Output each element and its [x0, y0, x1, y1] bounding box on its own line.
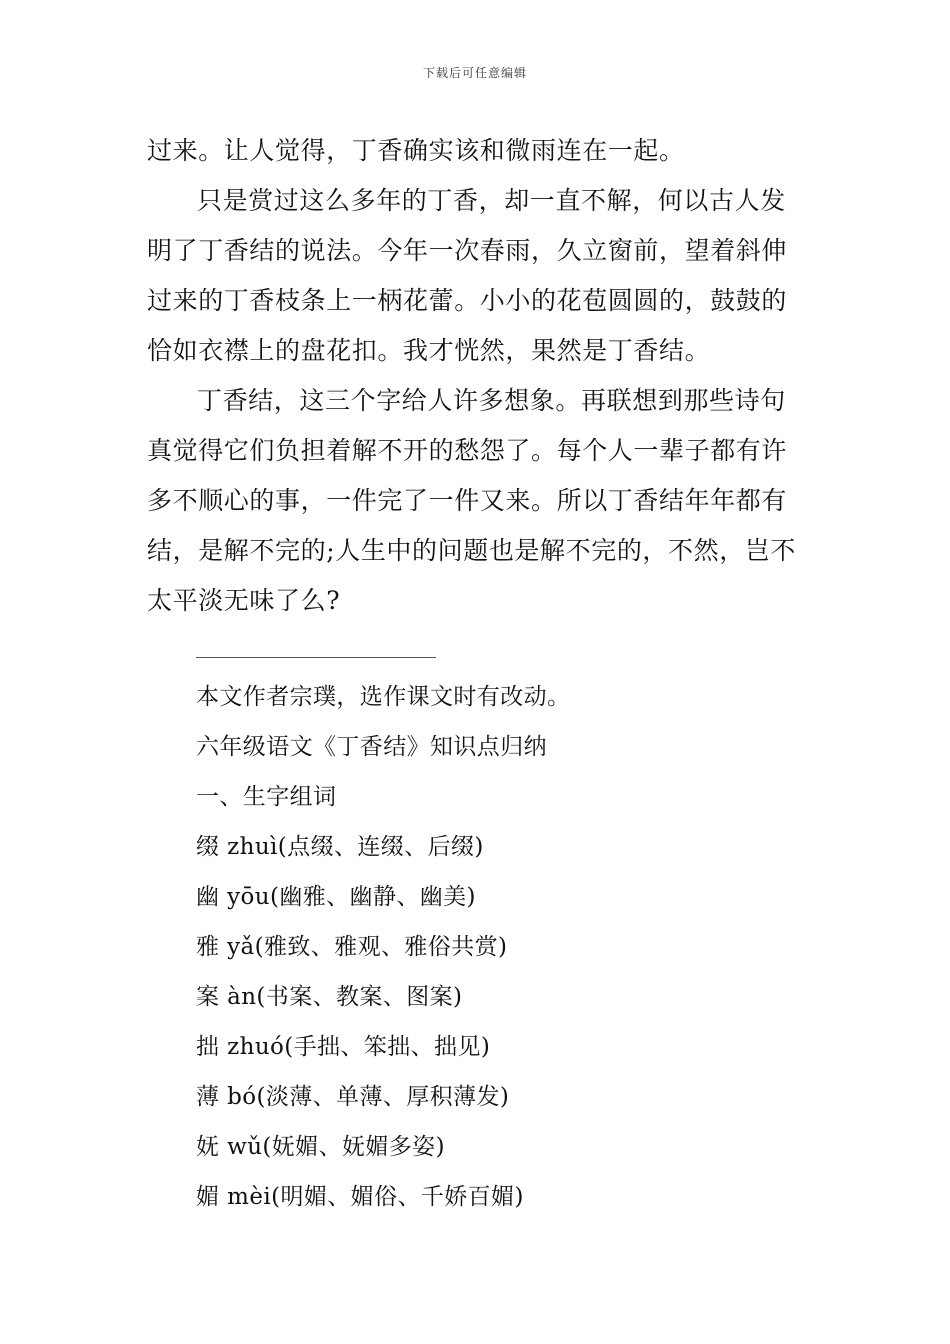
section-title: 六年级语文《丁香结》知识点归纳	[196, 734, 547, 760]
vocab-item: 媚 mèi(明媚、媚俗、千娇百媚)	[196, 1184, 524, 1210]
vocab-item: 幽 yōu(幽雅、幽静、幽美)	[196, 884, 476, 910]
article-line: 只是赏过这么多年的丁香，却一直不解，何以古人发	[197, 186, 786, 215]
vocab-item: 薄 bó(淡薄、单薄、厚积薄发)	[196, 1084, 510, 1110]
article-line: 丁香结，这三个字给人许多想象。再联想到那些诗句	[197, 386, 786, 415]
vocab-item: 案 àn(书案、教案、图案)	[196, 984, 463, 1010]
article-line: 结，是解不完的;人生中的问题也是解不完的，不然，岂不	[147, 536, 797, 565]
article-line: 过来。让人觉得，丁香确实该和微雨连在一起。	[147, 136, 685, 165]
vocab-item: 雅 yǎ(雅致、雅观、雅俗共赏)	[196, 934, 508, 960]
author-note: 本文作者宗璞，选作课文时有改动。	[196, 684, 571, 710]
vocab-item: 拙 zhuó(手拙、笨拙、拙见)	[196, 1034, 491, 1060]
article-line: 真觉得它们负担着解不开的愁怨了。每个人一辈子都有许	[147, 436, 788, 465]
article-body	[147, 126, 809, 626]
article-line: 太平淡无味了么?	[147, 586, 341, 615]
article-line: 过来的丁香枝条上一柄花蕾。小小的花苞圆圆的，鼓鼓的	[147, 286, 788, 315]
vocab-item: 妩 wǔ(妩媚、妩媚多姿)	[196, 1134, 445, 1160]
page-header: 下载后可任意编辑	[422, 66, 527, 80]
article-line: 恰如衣襟上的盘花扣。我才恍然，果然是丁香结。	[147, 336, 711, 365]
subsection-title: 一、生字组词	[196, 784, 337, 810]
notes-section	[196, 672, 816, 1222]
article-line: 多不顺心的事，一件完了一件又来。所以丁香结年年都有	[147, 486, 788, 515]
vocab-item: 缀 zhuì(点缀、连缀、后缀)	[196, 834, 484, 860]
article-line: 明了丁香结的说法。今年一次春雨，久立窗前，望着斜伸	[147, 236, 788, 265]
footnote-divider	[196, 657, 436, 658]
